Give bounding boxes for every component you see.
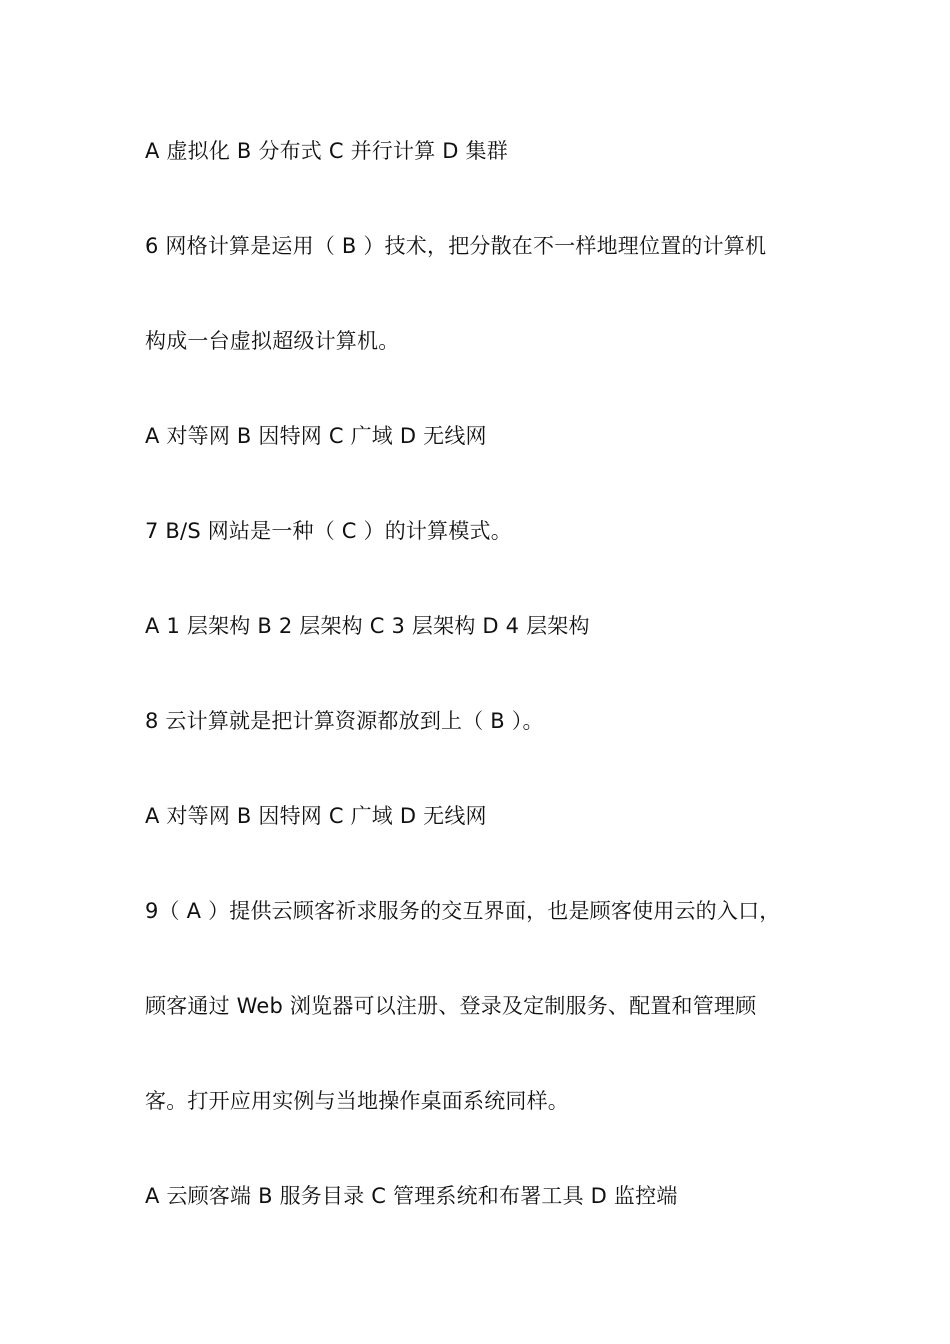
question-9-line-1: 9（ A ）提供云顾客祈求服务的交互界面，也是顾客使用云的入口，: [145, 899, 781, 923]
question-6-line-1: 6 网格计算是运用（ B ）技术，把分散在不一样地理位置的计算机: [145, 234, 767, 258]
question-7-line: 7 B/S 网站是一种（ C ）的计算模式。: [145, 519, 512, 543]
question-9-line-2: 顾客通过 Web 浏览器可以注册、登录及定制服务、配置和管理顾: [145, 994, 757, 1018]
question-6-line-2: 构成一台虚拟超级计算机。: [145, 329, 400, 353]
options-line-q9: A 云顾客端 B 服务目录 C 管理系统和布署工具 D 监控端: [145, 1184, 678, 1208]
options-line-q6: A 对等网 B 因特网 C 广域 D 无线网: [145, 424, 487, 448]
question-8-line: 8 云计算就是把计算资源都放到上（ B ）。: [145, 709, 544, 733]
options-line-q5: A 虚拟化 B 分布式 C 并行计算 D 集群: [145, 139, 508, 163]
options-line-q8: A 对等网 B 因特网 C 广域 D 无线网: [145, 804, 487, 828]
question-9-line-3: 客。打开应用实例与当地操作桌面系统同样。: [145, 1089, 569, 1113]
options-line-q7: A 1 层架构 B 2 层架构 C 3 层架构 D 4 层架构: [145, 614, 590, 638]
